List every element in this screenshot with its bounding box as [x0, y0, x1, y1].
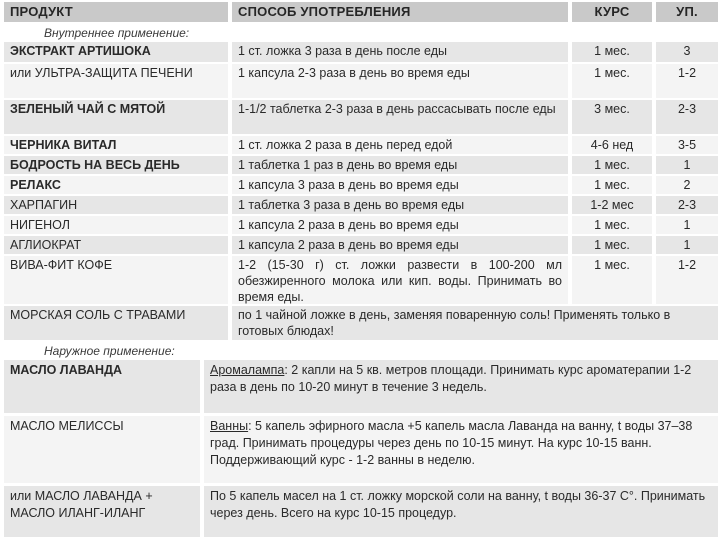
product-name: ХАРПАГИН: [4, 196, 228, 214]
pack-count: 3: [656, 42, 718, 62]
course-duration: 1 мес.: [572, 156, 652, 174]
product-name: ВИВА-ФИТ КОФЕ: [4, 256, 228, 304]
course-duration: 1 мес.: [572, 236, 652, 254]
header-product: ПРОДУКТ: [4, 2, 228, 22]
usage-method: 1 ст. ложка 3 раза в день после еды: [232, 42, 568, 62]
pack-count: 2: [656, 176, 718, 194]
product-name: АГЛИОКРАТ: [4, 236, 228, 254]
course-duration: 1 мес.: [572, 256, 652, 304]
pack-count: 1-2: [656, 256, 718, 304]
usage-term: Ванны: [210, 419, 249, 433]
table-row: [0, 100, 720, 136]
pack-count: 1-2: [656, 64, 718, 98]
table-row: [0, 216, 720, 236]
table-header: [0, 0, 720, 24]
product-name: МАСЛО ЛАВАНДА: [4, 360, 200, 413]
product-name: БОДРОСТЬ НА ВЕСЬ ДЕНЬ: [4, 156, 228, 174]
course-duration: 1-2 мес: [572, 196, 652, 214]
table-row: [0, 236, 720, 256]
course-duration: 1 мес.: [572, 64, 652, 98]
usage-description: [204, 416, 718, 483]
usage-method: по 1 чайной ложке в день, заменяя поваренную соль! Применять только в готовых блюдах!: [232, 306, 718, 340]
pack-count: 1: [656, 216, 718, 234]
section-internal: Внутреннее применение:: [44, 26, 190, 40]
header-course: КУРС: [572, 2, 652, 22]
usage-term: Аромалампа: [210, 363, 285, 377]
product-name: НИГЕНОЛ: [4, 216, 228, 234]
usage-method: 1 ст. ложка 2 раза в день перед едой: [232, 136, 568, 154]
table-row: [0, 416, 720, 486]
pack-count: 3-5: [656, 136, 718, 154]
table-row: [0, 156, 720, 176]
usage-method: 1-2 (15-30 г) ст. ложки развести в 100-200 мл обезжиренного молока или кип. воды. Принимать во время еды.: [232, 256, 568, 304]
table-row: [0, 486, 720, 540]
course-duration: 1 мес.: [572, 176, 652, 194]
usage-description: [204, 360, 718, 413]
product-name: РЕЛАКС: [4, 176, 228, 194]
usage-method: 1 капсула 3 раза в день во время еды: [232, 176, 568, 194]
pack-count: 2-3: [656, 196, 718, 214]
table-row: [0, 360, 720, 416]
pack-count: 1: [656, 156, 718, 174]
product-name: МОРСКАЯ СОЛЬ С ТРАВАМИ: [4, 306, 228, 340]
course-duration: 4-6 нед: [572, 136, 652, 154]
usage-method: 1 таблетка 3 раза в день во время еды: [232, 196, 568, 214]
usage-text: : 2 капли на 5 кв. метров площади. Принимать курс ароматерапии 1-2 раза в день по 10-20 минут в течение 3 недель.: [210, 363, 692, 394]
section-external: Наружное применение:: [44, 344, 175, 358]
table-row: [0, 64, 720, 100]
product-name: ЗЕЛЕНЫЙ ЧАЙ С МЯТОЙ: [4, 100, 228, 134]
usage-description: По 5 капель масел на 1 ст. ложку морской соли на ванну, t воды 36-37 С°. Принимать через день. Всего на курс 10-15 процедур.: [204, 486, 718, 537]
product-name: или УЛЬТРА-ЗАЩИТА ПЕЧЕНИ: [4, 64, 228, 98]
course-duration: 1 мес.: [572, 216, 652, 234]
usage-text: : 5 капель эфирного масла +5 капель масла Лаванда на ванну, t воды 37–38 град. Принимать процедуры через день по 10-15 минут. На курс 10-15 ванн. Поддерживающий курс - 1-2 ванны в неделю.: [210, 419, 693, 467]
product-name: или МАСЛО ЛАВАНДА + МАСЛО ИЛАНГ-ИЛАНГ: [4, 486, 200, 537]
product-name: ЭКСТРАКТ АРТИШОКА: [4, 42, 228, 62]
table-row: [0, 42, 720, 64]
course-duration: 3 мес.: [572, 100, 652, 134]
product-name: МАСЛО МЕЛИССЫ: [4, 416, 200, 483]
table-row: [0, 136, 720, 156]
table-row: [0, 256, 720, 306]
table-row: [0, 306, 720, 342]
pack-count: 1: [656, 236, 718, 254]
usage-method: 1 капсула 2 раза в день во время еды: [232, 216, 568, 234]
course-duration: 1 мес.: [572, 42, 652, 62]
usage-method: 1-1/2 таблетка 2-3 раза в день рассасывать после еды: [232, 100, 568, 134]
product-name: ЧЕРНИКА ВИТАЛ: [4, 136, 228, 154]
table-row: [0, 176, 720, 196]
usage-method: 1 капсула 2 раза в день во время еды: [232, 236, 568, 254]
usage-method: 1 таблетка 1 раз в день во время еды: [232, 156, 568, 174]
header-method: СПОСОБ УПОТРЕБЛЕНИЯ: [232, 2, 568, 22]
usage-method: 1 капсула 2-3 раза в день во время еды: [232, 64, 568, 98]
header-packs: УП.: [656, 2, 718, 22]
table-row: [0, 196, 720, 216]
pack-count: 2-3: [656, 100, 718, 134]
